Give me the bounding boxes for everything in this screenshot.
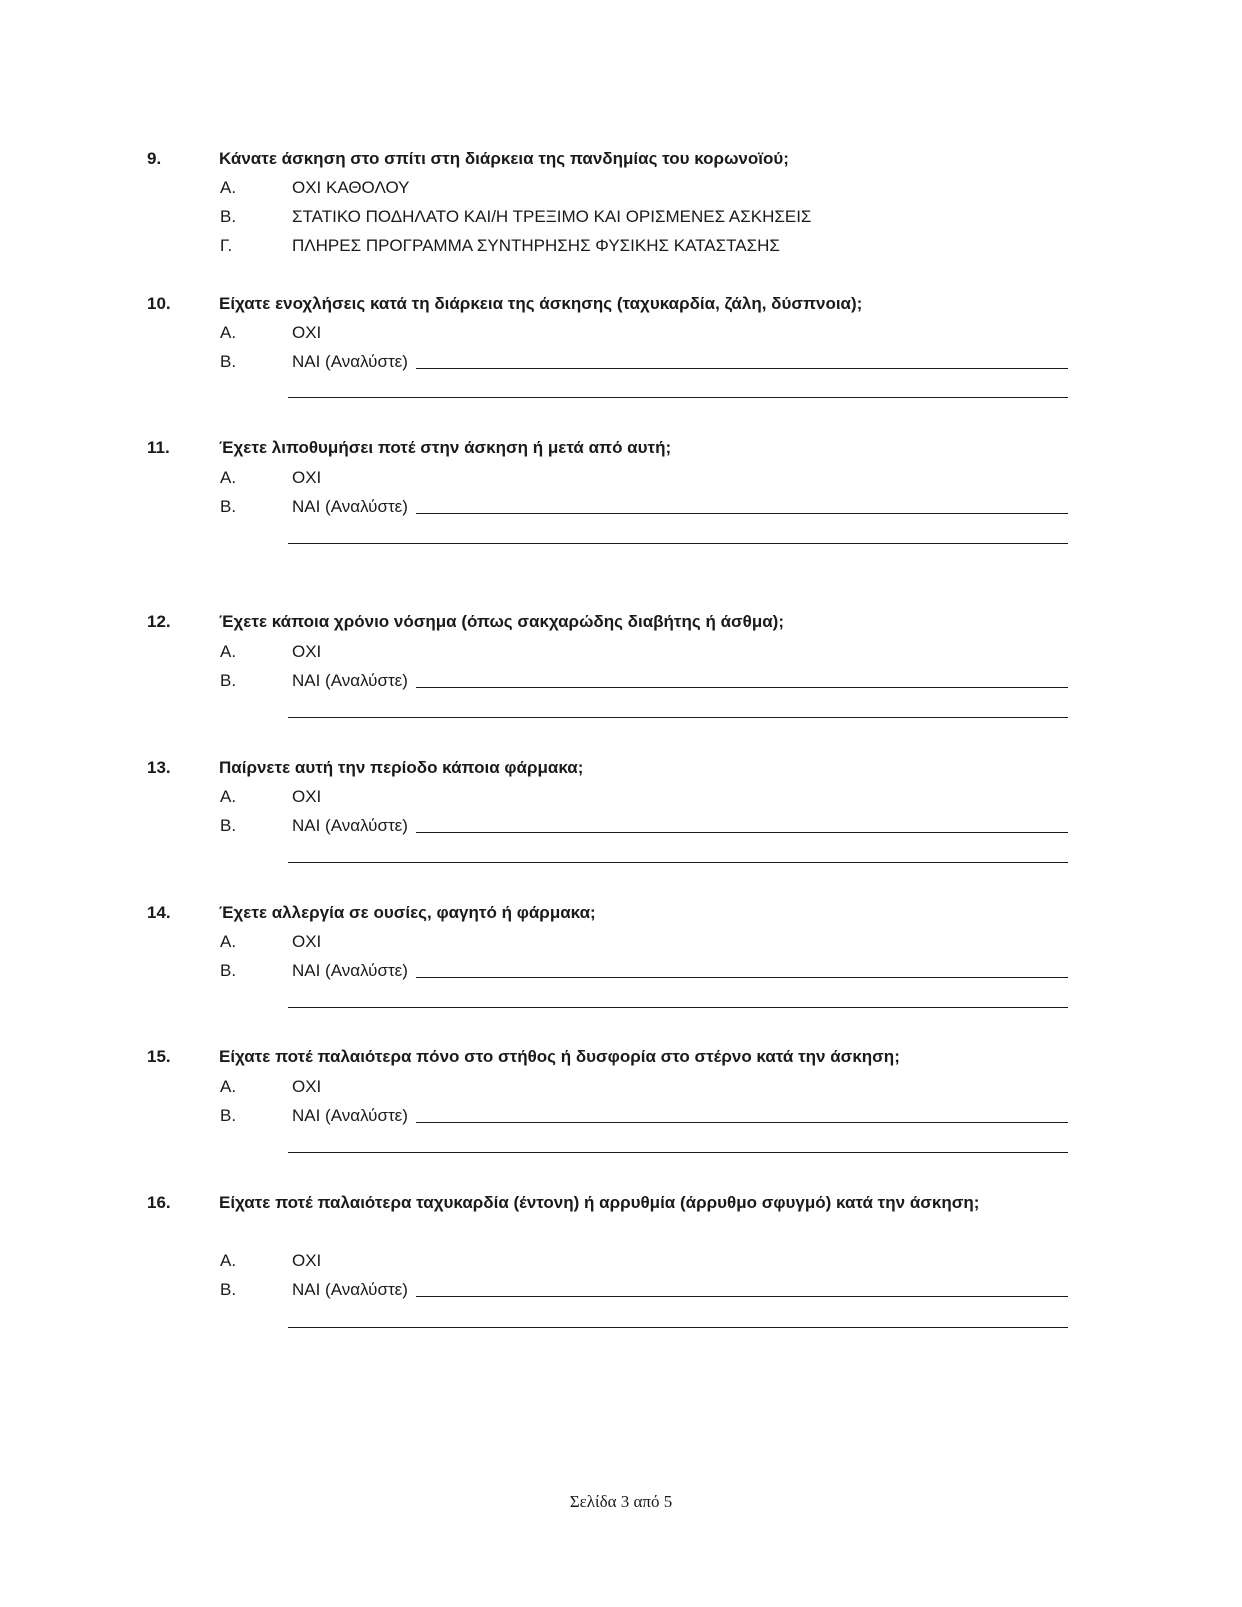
question-text: Παίρνετε αυτή την περίοδο κάποια φάρμακα; [219,758,584,777]
option-letter: Β. [220,352,237,371]
question-text: Είχατε ποτέ παλαιότερα πόνο στο στήθος ή δυσφορία στο στέρνο κατά την άσκηση; [219,1047,900,1066]
option-letter: Β. [220,671,237,690]
answer-line-10-2[interactable] [288,397,1068,398]
answer-line-15-2[interactable] [288,1152,1068,1153]
option-text: ΝΑΙ (Αναλύστε) [292,1280,408,1299]
option-letter: Β. [220,497,237,516]
option-text: ΟΧΙ [292,787,322,806]
option-letter: Α. [220,323,237,342]
option-text: ΟΧΙ [292,932,322,951]
question-number: 16. [147,1193,171,1212]
answer-line-14-2[interactable] [288,1007,1068,1008]
option-text: ΟΧΙ [292,642,322,661]
question-text: Έχετε κάποια χρόνιο νόσημα (όπως σακχαρώδης διαβήτης ή άσθμα); [219,612,785,631]
answer-line-16-1[interactable] [416,1296,1068,1297]
option-text: ΝΑΙ (Αναλύστε) [292,1106,408,1125]
option-text: ΝΑΙ (Αναλύστε) [292,961,408,980]
option-text: ΟΧΙ [292,468,322,487]
question-number: 12. [147,612,171,631]
option-letter: Β. [220,1280,237,1299]
page-number: Σελίδα 3 από 5 [569,1492,673,1511]
answer-line-15-1[interactable] [416,1122,1068,1123]
answer-line-10-1[interactable] [416,368,1068,369]
question-number: 9. [147,149,162,168]
option-letter: Γ. [220,236,233,255]
option-text: ΝΑΙ (Αναλύστε) [292,497,408,516]
option-text: ΣΤΑΤΙΚΟ ΠΟΔΗΛΑΤΟ ΚΑΙ/Η ΤΡΕΞΙΜΟ ΚΑΙ ΟΡΙΣΜΕΝΕΣ ΑΣΚΗΣΕΙΣ [292,207,812,226]
question-text: Έχετε αλλεργία σε ουσίες, φαγητό ή φάρμακα; [219,903,596,922]
option-letter: Β. [220,207,237,226]
option-letter: Β. [220,1106,237,1125]
option-text: ΟΧΙ [292,1251,322,1270]
answer-line-14-1[interactable] [416,977,1068,978]
option-letter: Α. [220,1077,237,1096]
question-number: 15. [147,1047,171,1066]
answer-line-12-2[interactable] [288,717,1068,718]
option-text: ΠΛΗΡΕΣ ΠΡΟΓΡΑΜΜΑ ΣΥΝΤΗΡΗΣΗΣ ΦΥΣΙΚΗΣ ΚΑΤΑΣΤΑΣΗΣ [292,236,780,255]
option-text: ΝΑΙ (Αναλύστε) [292,816,408,835]
option-letter: Α. [220,178,237,197]
answer-line-11-2[interactable] [288,543,1068,544]
option-text: ΟΧΙ [292,323,322,342]
question-text: Είχατε ενοχλήσεις κατά τη διάρκεια της άσκησης (ταχυκαρδία, ζάλη, δύσπνοια); [219,294,863,313]
option-letter: Α. [220,1251,237,1270]
question-number: 10. [147,294,171,313]
option-text: ΟΧΙ [292,1077,322,1096]
question-text: Είχατε ποτέ παλαιότερα ταχυκαρδία (έντονη) ή αρρυθμία (άρρυθμο σφυγμό) κατά την άσκηση; [219,1193,980,1212]
option-letter: Α. [220,468,237,487]
option-letter: Β. [220,816,237,835]
question-text: Έχετε λιποθυμήσει ποτέ στην άσκηση ή μετά από αυτή; [219,438,672,457]
option-text: ΝΑΙ (Αναλύστε) [292,352,408,371]
answer-line-12-1[interactable] [416,687,1068,688]
question-number: 11. [147,438,170,457]
option-text: ΝΑΙ (Αναλύστε) [292,671,408,690]
option-letter: Α. [220,642,237,661]
answer-line-11-1[interactable] [416,513,1068,514]
answer-line-13-1[interactable] [416,832,1068,833]
question-text: Κάνατε άσκηση στο σπίτι στη διάρκεια της πανδημίας του κορωνοϊού; [219,149,789,168]
option-text: ΟΧΙ ΚΑΘΟΛΟΥ [292,178,410,197]
answer-line-13-2[interactable] [288,862,1068,863]
option-letter: Α. [220,787,237,806]
question-number: 14. [147,903,171,922]
option-letter: Α. [220,932,237,951]
answer-line-16-2[interactable] [288,1327,1068,1328]
question-number: 13. [147,758,171,777]
option-letter: Β. [220,961,237,980]
